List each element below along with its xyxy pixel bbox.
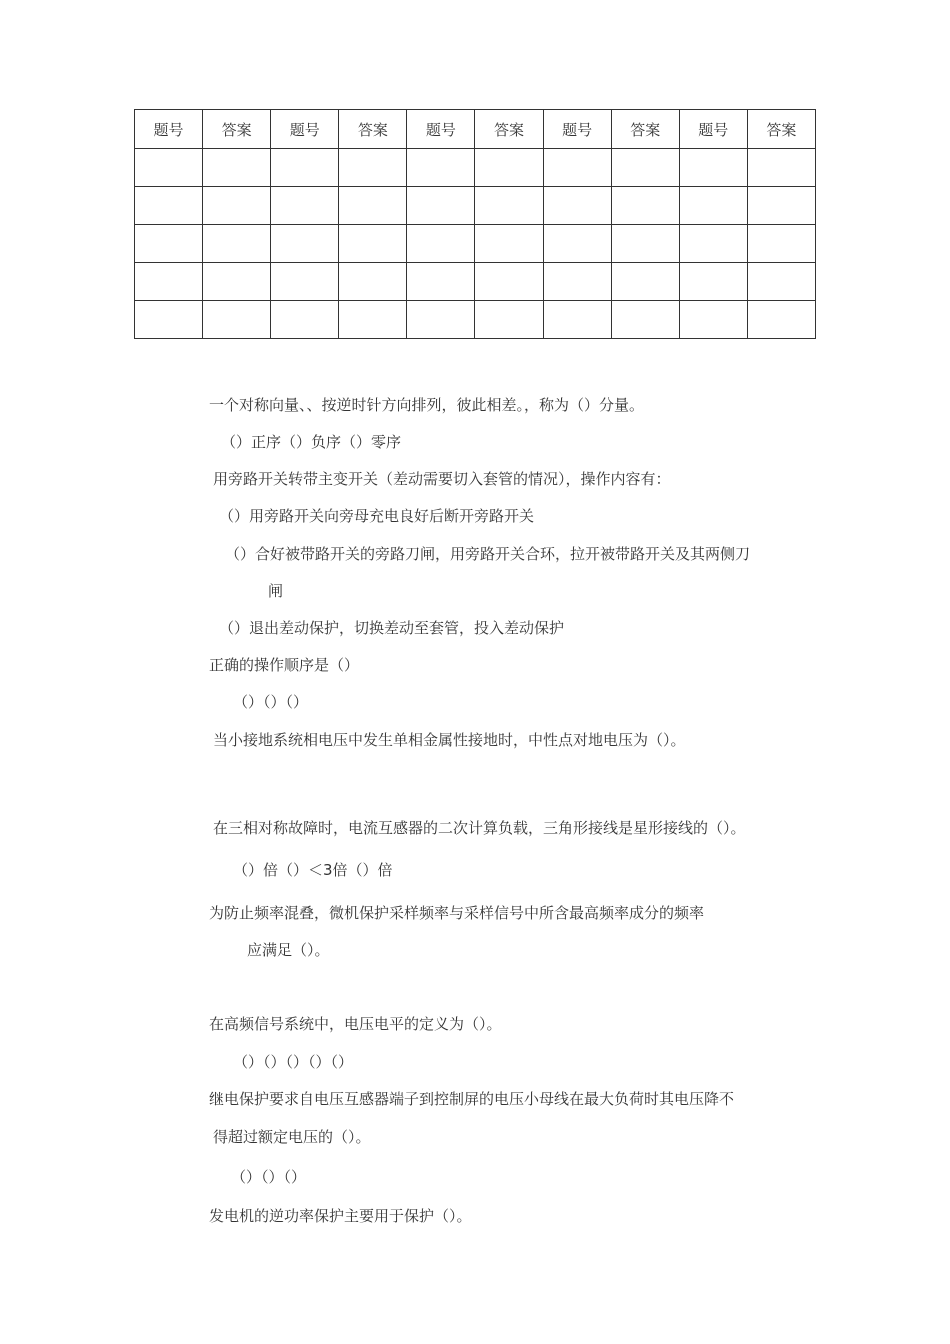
question-6-options: （）（）（）（）（） (233, 1053, 354, 1071)
answer-cell (339, 301, 407, 339)
header-cell-question-no: 题号 (679, 110, 747, 149)
answer-cell (475, 149, 543, 187)
answer-cell (339, 225, 407, 263)
question-3-text: 当小接地系统相电压中发生单相金属性接地时，中性点对地电压为（）。 (213, 731, 686, 749)
header-cell-answer: 答案 (475, 110, 543, 149)
question-2-step-c: （）退出差动保护，切换差动至套管，投入差动保护 (219, 619, 565, 637)
question-7-options: （）（）（） (231, 1168, 307, 1186)
question-no-cell (135, 225, 203, 263)
question-2-prompt: 正确的操作顺序是（） (209, 656, 360, 674)
question-1-options: （）正序（）负序（）零序 (221, 433, 402, 451)
answer-cell (747, 225, 815, 263)
question-no-cell (543, 187, 611, 225)
answer-cell (203, 225, 271, 263)
question-2-step-a: （）用旁路开关向旁母充电良好后断开旁路开关 (219, 507, 535, 525)
answer-cell (747, 263, 815, 301)
question-no-cell (271, 263, 339, 301)
question-4-options: （）倍（）＜3倍（）倍 (233, 861, 393, 879)
answer-cell (475, 225, 543, 263)
header-cell-question-no: 题号 (543, 110, 611, 149)
answer-cell (203, 187, 271, 225)
table-row (135, 301, 816, 339)
answer-cell (611, 225, 679, 263)
answer-cell (203, 263, 271, 301)
question-no-cell (407, 263, 475, 301)
question-no-cell (543, 263, 611, 301)
question-no-cell (271, 225, 339, 263)
answer-cell (203, 301, 271, 339)
header-cell-answer: 答案 (203, 110, 271, 149)
answer-cell (611, 263, 679, 301)
header-cell-question-no: 题号 (271, 110, 339, 149)
table-row (135, 187, 816, 225)
question-no-cell (543, 301, 611, 339)
answer-cell (747, 301, 815, 339)
question-no-cell (271, 149, 339, 187)
table-row (135, 263, 816, 301)
question-no-cell (679, 263, 747, 301)
question-5-text-cont: 应满足（）。 (247, 941, 330, 959)
answer-cell (747, 187, 815, 225)
question-no-cell (135, 187, 203, 225)
answer-cell (203, 149, 271, 187)
question-no-cell (135, 263, 203, 301)
question-2-step-b: （）合好被带路开关的旁路刀闸，用旁路开关合环，拉开被带路开关及其两侧刀 (225, 545, 751, 563)
table-row (135, 225, 816, 263)
question-no-cell (407, 149, 475, 187)
answer-cell (611, 149, 679, 187)
answer-cell (475, 263, 543, 301)
question-no-cell (543, 225, 611, 263)
answer-cell (339, 263, 407, 301)
table-row (135, 149, 816, 187)
question-7-text: 继电保护要求自电压互感器端子到控制屏的电压小母线在最大负荷时其电压降不 (209, 1090, 735, 1108)
question-7-text-cont: 得超过额定电压的（）。 (213, 1128, 371, 1146)
question-no-cell (135, 301, 203, 339)
question-no-cell (135, 149, 203, 187)
question-no-cell (679, 149, 747, 187)
header-cell-answer: 答案 (339, 110, 407, 149)
question-2-text: 用旁路开关转带主变开关（差动需要切入套管的情况），操作内容有： (213, 470, 671, 488)
answer-cell (339, 187, 407, 225)
answer-cell (475, 301, 543, 339)
question-no-cell (679, 187, 747, 225)
table-header-row (135, 110, 816, 149)
question-2-step-b-cont: 闸 (268, 582, 284, 600)
answer-cell (611, 301, 679, 339)
question-no-cell (679, 225, 747, 263)
header-cell-answer: 答案 (747, 110, 815, 149)
header-cell-question-no: 题号 (135, 110, 203, 149)
header-cell-question-no: 题号 (407, 110, 475, 149)
question-no-cell (407, 301, 475, 339)
answer-cell (611, 187, 679, 225)
question-no-cell (679, 301, 747, 339)
question-5-text: 为防止频率混叠，微机保护采样频率与采样信号中所含最高频率成分的频率 (209, 904, 705, 922)
question-4-text: 在三相对称故障时，电流互感器的二次计算负载，三角形接线是星形接线的（）。 (213, 819, 746, 837)
question-8-text: 发电机的逆功率保护主要用于保护（）。 (209, 1207, 472, 1225)
question-no-cell (543, 149, 611, 187)
question-2-options: （）（）（） (233, 693, 309, 711)
header-cell-answer: 答案 (611, 110, 679, 149)
answer-grid-table (134, 109, 816, 339)
question-no-cell (271, 301, 339, 339)
answer-cell (747, 149, 815, 187)
question-no-cell (407, 225, 475, 263)
question-no-cell (407, 187, 475, 225)
question-1-text: 一个对称向量、、按逆时针方向排列，彼此相差。，称为（）分量。 (209, 396, 645, 414)
question-6-text: 在高频信号系统中，电压电平的定义为（）。 (209, 1015, 502, 1033)
answer-cell (475, 187, 543, 225)
answer-cell (339, 149, 407, 187)
question-no-cell (271, 187, 339, 225)
